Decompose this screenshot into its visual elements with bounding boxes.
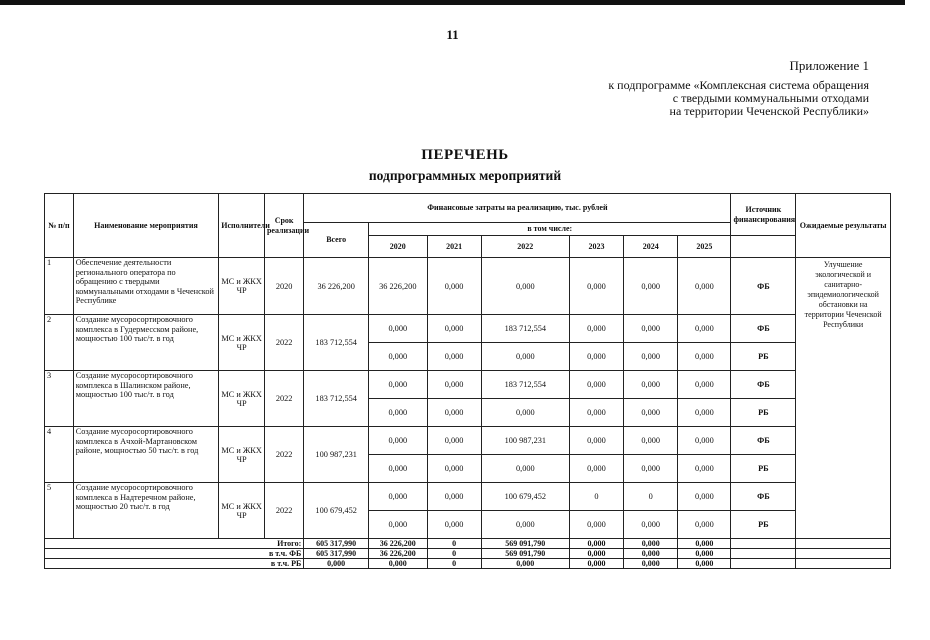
totals-year-amount: 569 091,790 bbox=[481, 549, 569, 559]
totals-year-amount: 0,000 bbox=[369, 559, 427, 569]
year-amount: 0,000 bbox=[624, 343, 678, 371]
document-subtitle: подпрограммных мероприятий bbox=[368, 168, 562, 183]
term: 2022 bbox=[264, 315, 303, 371]
year-amount: 0,000 bbox=[678, 511, 731, 539]
year-amount: 0,000 bbox=[427, 343, 481, 371]
totals-label: в т.ч. ФБ bbox=[45, 549, 304, 559]
year-amount: 0,000 bbox=[624, 371, 678, 399]
header-year: 2025 bbox=[678, 236, 731, 258]
year-amount: 0,000 bbox=[624, 258, 678, 315]
funding-source: РБ bbox=[731, 455, 796, 483]
subtitle-line: с твердыми коммунальными отходами bbox=[672, 91, 869, 105]
appendix-label: Приложение 1 bbox=[789, 58, 869, 73]
totals-year-amount: 0,000 bbox=[569, 549, 623, 559]
header-num: № п/п bbox=[45, 194, 74, 258]
year-amount: 0,000 bbox=[369, 511, 427, 539]
row-number: 2 bbox=[45, 315, 74, 371]
table-body bbox=[45, 258, 891, 569]
year-amount: 0,000 bbox=[624, 511, 678, 539]
executor: МС и ЖКХ ЧР bbox=[219, 483, 265, 539]
header-source-blank bbox=[731, 236, 796, 258]
year-amount: 0,000 bbox=[624, 399, 678, 427]
year-amount: 0 bbox=[569, 483, 623, 511]
year-amount: 0,000 bbox=[569, 455, 623, 483]
totals-year-amount: 569 091,790 bbox=[481, 539, 569, 549]
totals-result-blank bbox=[796, 549, 891, 559]
year-amount: 0 bbox=[624, 483, 678, 511]
totals-source-blank bbox=[731, 559, 796, 569]
header-including: в том числе: bbox=[369, 223, 731, 236]
funding-source: ФБ bbox=[731, 427, 796, 455]
year-amount: 0,000 bbox=[427, 455, 481, 483]
totals-amount: 0,000 bbox=[304, 559, 369, 569]
subtitle-line: на территории Чеченской Республики» bbox=[669, 104, 869, 118]
totals-year-amount: 36 226,200 bbox=[369, 539, 427, 549]
funding-source: РБ bbox=[731, 343, 796, 371]
measure-name: Обеспечение деятельности регионального оператора по обращению с твердыми коммунальными отходами в Чеченской Республике bbox=[73, 258, 219, 315]
header-year: 2024 bbox=[624, 236, 678, 258]
term: 2022 bbox=[264, 427, 303, 483]
funding-source: ФБ bbox=[731, 315, 796, 343]
totals-year-amount: 0 bbox=[427, 559, 481, 569]
header-year: 2023 bbox=[569, 236, 623, 258]
header-financing: Финансовые затраты на реализацию, тыс. рублей bbox=[304, 194, 731, 223]
totals-source-blank bbox=[731, 549, 796, 559]
subtitle-line: к подпрограмме «Комплексная система обращения bbox=[608, 78, 869, 92]
year-amount: 0,000 bbox=[569, 399, 623, 427]
year-amount: 0,000 bbox=[678, 427, 731, 455]
funding-source: ФБ bbox=[731, 371, 796, 399]
total-amount: 183 712,554 bbox=[304, 371, 369, 427]
year-amount: 0,000 bbox=[369, 455, 427, 483]
totals-year-amount: 0 bbox=[427, 539, 481, 549]
year-amount: 0,000 bbox=[624, 427, 678, 455]
term: 2020 bbox=[264, 258, 303, 315]
year-amount: 0,000 bbox=[427, 258, 481, 315]
row-number: 4 bbox=[45, 427, 74, 483]
table-row bbox=[45, 483, 891, 511]
year-amount: 0,000 bbox=[369, 427, 427, 455]
executor: МС и ЖКХ ЧР bbox=[219, 371, 265, 427]
year-amount: 0,000 bbox=[369, 483, 427, 511]
year-amount: 183 712,554 bbox=[481, 315, 569, 343]
funding-source: РБ bbox=[731, 511, 796, 539]
year-amount: 100 679,452 bbox=[481, 483, 569, 511]
year-amount: 0,000 bbox=[481, 511, 569, 539]
totals-label: в т.ч. РБ bbox=[45, 559, 304, 569]
header-term: Срок реализации bbox=[264, 194, 303, 258]
executor: МС и ЖКХ ЧР bbox=[219, 258, 265, 315]
year-amount: 0,000 bbox=[427, 399, 481, 427]
executor: МС и ЖКХ ЧР bbox=[219, 315, 265, 371]
term: 2022 bbox=[264, 483, 303, 539]
table-row bbox=[45, 427, 891, 455]
funding-source: РБ bbox=[731, 399, 796, 427]
year-amount: 0,000 bbox=[481, 343, 569, 371]
year-amount: 0,000 bbox=[369, 399, 427, 427]
totals-year-amount: 0,000 bbox=[569, 539, 623, 549]
year-amount: 0,000 bbox=[369, 315, 427, 343]
totals-year-amount: 0,000 bbox=[678, 559, 731, 569]
measure-name: Создание мусоросортировочного комплекса в Надтеречном районе, мощностью 20 тыс/т. в год bbox=[73, 483, 219, 539]
year-amount: 0,000 bbox=[569, 371, 623, 399]
totals-year-amount: 0,000 bbox=[481, 559, 569, 569]
header-name: Наименование мероприятия bbox=[73, 194, 219, 258]
document-title: ПЕРЕЧЕНЬ bbox=[421, 147, 509, 163]
totals-year-amount: 0 bbox=[427, 549, 481, 559]
measure-name: Создание мусоросортировочного комплекса в Шалинском районе, мощностью 100 тыс/т. в год bbox=[73, 371, 219, 427]
year-amount: 0,000 bbox=[481, 455, 569, 483]
measure-name: Создание мусоросортировочного комплекса в Гудермесском районе, мощностью 100 тыс/т. в год bbox=[73, 315, 219, 371]
header-source: Источник финансирования bbox=[731, 194, 796, 236]
year-amount: 0,000 bbox=[427, 427, 481, 455]
row-number: 5 bbox=[45, 483, 74, 539]
expected-result: Улучшение экологической и санитарно-эпидемиологической обстановки на территории Чеченской Республики bbox=[796, 258, 891, 539]
row-number: 1 bbox=[45, 258, 74, 315]
year-amount: 0,000 bbox=[427, 315, 481, 343]
year-amount: 0,000 bbox=[427, 483, 481, 511]
year-amount: 0,000 bbox=[678, 455, 731, 483]
year-amount: 0,000 bbox=[427, 511, 481, 539]
measures-table bbox=[44, 193, 891, 569]
year-amount: 0,000 bbox=[569, 343, 623, 371]
term: 2022 bbox=[264, 371, 303, 427]
year-amount: 0,000 bbox=[369, 343, 427, 371]
totals-year-amount: 0,000 bbox=[569, 559, 623, 569]
year-amount: 100 987,231 bbox=[481, 427, 569, 455]
totals-amount: 605 317,990 bbox=[304, 549, 369, 559]
totals-amount: 605 317,990 bbox=[304, 539, 369, 549]
year-amount: 0,000 bbox=[481, 258, 569, 315]
year-amount: 0,000 bbox=[569, 258, 623, 315]
table-row bbox=[45, 371, 891, 399]
header-year: 2021 bbox=[427, 236, 481, 258]
year-amount: 0,000 bbox=[427, 371, 481, 399]
year-amount: 36 226,200 bbox=[369, 258, 427, 315]
year-amount: 0,000 bbox=[678, 343, 731, 371]
totals-row bbox=[45, 549, 891, 559]
year-amount: 0,000 bbox=[569, 315, 623, 343]
year-amount: 0,000 bbox=[678, 315, 731, 343]
measure-name: Создание мусоросортировочного комплекса в Ачхой-Мартановском районе, мощностью 50 тыс/т. в год bbox=[73, 427, 219, 483]
table-row bbox=[45, 315, 891, 343]
header-year: 2020 bbox=[369, 236, 427, 258]
funding-source: ФБ bbox=[731, 258, 796, 315]
year-amount: 0,000 bbox=[678, 483, 731, 511]
totals-year-amount: 0,000 bbox=[624, 549, 678, 559]
totals-row bbox=[45, 539, 891, 549]
funding-source: ФБ bbox=[731, 483, 796, 511]
header-total: Всего bbox=[304, 223, 369, 258]
page-number: 11 bbox=[446, 27, 459, 42]
year-amount: 0,000 bbox=[369, 371, 427, 399]
year-amount: 0,000 bbox=[678, 399, 731, 427]
totals-year-amount: 0,000 bbox=[678, 539, 731, 549]
year-amount: 0,000 bbox=[624, 315, 678, 343]
year-amount: 0,000 bbox=[569, 427, 623, 455]
header-results: Ожидаемые результаты bbox=[796, 194, 891, 258]
year-amount: 0,000 bbox=[624, 455, 678, 483]
header-executor: Исполнители bbox=[219, 194, 265, 258]
total-amount: 100 987,231 bbox=[304, 427, 369, 483]
year-amount: 0,000 bbox=[678, 258, 731, 315]
table-row bbox=[45, 258, 891, 315]
totals-label: Итого: bbox=[45, 539, 304, 549]
appendix-subtitle bbox=[608, 79, 869, 118]
totals-year-amount: 36 226,200 bbox=[369, 549, 427, 559]
totals-year-amount: 0,000 bbox=[624, 559, 678, 569]
header-year: 2022 bbox=[481, 236, 569, 258]
total-amount: 183 712,554 bbox=[304, 315, 369, 371]
row-number: 3 bbox=[45, 371, 74, 427]
totals-year-amount: 0,000 bbox=[624, 539, 678, 549]
total-amount: 36 226,200 bbox=[304, 258, 369, 315]
year-amount: 183 712,554 bbox=[481, 371, 569, 399]
total-amount: 100 679,452 bbox=[304, 483, 369, 539]
totals-source-blank bbox=[731, 539, 796, 549]
year-amount: 0,000 bbox=[678, 371, 731, 399]
totals-year-amount: 0,000 bbox=[678, 549, 731, 559]
year-amount: 0,000 bbox=[481, 399, 569, 427]
totals-result-blank bbox=[796, 539, 891, 549]
totals-result-blank bbox=[796, 559, 891, 569]
executor: МС и ЖКХ ЧР bbox=[219, 427, 265, 483]
scan-top-border bbox=[0, 0, 905, 5]
totals-row bbox=[45, 559, 891, 569]
year-amount: 0,000 bbox=[569, 511, 623, 539]
